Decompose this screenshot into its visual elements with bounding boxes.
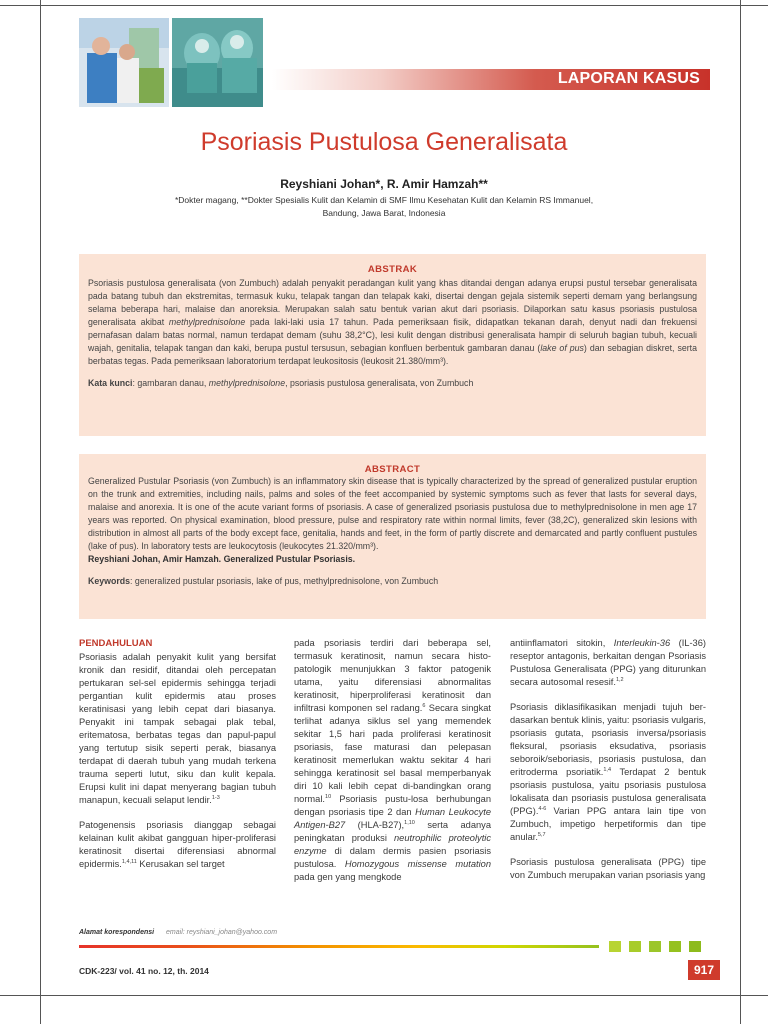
body-column-3	[510, 637, 706, 894]
paragraph: Psoriasis pustulosa generalisata (PPG) tipe von Zumbuch merupakan varian psoriasis yang	[510, 857, 706, 880]
affiliation-line: *Dokter magang, **Dokter Spesialis Kulit dan Kelamin di SMF Ilmu Kesehatan Kulit dan Kelamin RS Immanuel,	[174, 195, 594, 205]
paragraph: Psoriasis diklasifikasikan menjadi tujuh ber-dasarkan bentuk klinis, yaitu: psoriasis vulgaris, psoriasis gutata, psoriasis inversa/psoriasis fleksural, psoriasis eksudativa, psoriasis seboroik/seboriasis, psoriasis pustulosa, dan eritroderma psoriatik.$^{1,4}$ Terdapat 2 bentuk psoriasis pustulosa, yaitu psoriasis pustulosa lokalisata dan psoriasis pustulosa generalisata (PPG).$^{4-6}$ Varian PPG antara lain tipe von Zumbuch, impetigo herpetiformis dan tipe anular.$^{5,7}$	[510, 702, 706, 842]
section-heading: PENDAHULUAN	[79, 638, 153, 649]
footer-color-ruler	[79, 941, 709, 952]
abstract-box	[79, 454, 706, 619]
header-photo-surgery	[172, 18, 263, 107]
correspondence	[79, 929, 277, 936]
abstrak-text: Psoriasis pustulosa generalisata (von Zumbuch) adalah penyakit peradangan kulit yang khas ditandai dengan adanya erupsi pustul tersebar generalisata pada batang tubuh dan ekstremitas, termasuk kuku, telapak tangan dan telapak kaki, disertai dengan gejala sistemik seperti demam yang berlangsung selama beberapa hari, malaise dan anoreksia. Merupakan salah satu bentuk varian akut dari psoriasis. Dilaporkan satu kasus psoriasis pustulosa generalisata akibat methylprednisolone pada laki-laki usia 17 tahun. Pada pemeriksaan fisik, didapatkan tekanan darah, denyut nadi dan frekuensi pernafasan dalam batas normal, namun terdapat demam (suhu 38,2°C), lesi kulit dengan distribusi generalisata hampir di seluruh bagian tubuh, kecuali wajah, genitalia, telapak tangan dan kaki, berupa pustul tersusun, sebagian konfluen berbentuk gambaran danau (lake of pus) dan sebagian diskret, serta berbatas tegas. Pada pemeriksaan laboratorium terdapat leukositosis (leukosit 21.380/mm³).	[88, 278, 698, 366]
page-number: 917	[688, 960, 720, 980]
abstrak-box	[79, 254, 706, 436]
body-column-1	[79, 637, 276, 883]
crop-mark-top	[0, 5, 768, 6]
journal-citation: CDK-223/ vol. 41 no. 12, th. 2014	[79, 966, 209, 976]
paragraph: Patogenensis psoriasis dianggap sebagai kelainan kulit akibat gangguan hiper-proliferasi keratinosit disertai diferensiasi abnormal epidermis.$^{1,4,11}$ Kerusakan sel target	[79, 820, 276, 869]
header-photo-hospital	[79, 18, 169, 107]
crop-mark-bottom	[0, 995, 768, 996]
correspondence-email[interactable]: email: reyshiani_johan@yahoo.com	[166, 929, 278, 936]
abstract-citation: Reyshiani Johan, Amir Hamzah. Generalized Pustular Psoriasis.	[88, 554, 356, 564]
abstract-heading: ABSTRACT	[364, 464, 421, 475]
section-banner	[272, 69, 710, 90]
author-affiliation	[95, 194, 673, 220]
abstrak-keywords: Kata kunci: gambaran danau, methylprednisolone, psoriasis pustulosa generalisata, von Zumbuch	[88, 378, 474, 388]
body-column-2	[294, 637, 491, 896]
paragraph: antiinflamatori sitokin, Interleukin-36 (IL-36) reseptor antagonis, berkaitan dengan Psoriasis Pustulosa Generalisata (PPG) yang diturunkan secara autosomal resesif.$^{1,2}$	[510, 638, 706, 687]
abstract-text: Generalized Pustular Psoriasis (von Zumbuch) is an inflammatory skin disease that is typically characterized by the spread of generalized pustular eruption on the trunk and extremities, including nails, palms and soles of the feet accompanied by systemic symptoms such as fever that lasts for several days, malaise and anorexia. It is one of the acute variant forms of psoriasis. A case of generalized psoriasis pustulosa due to methylprednisolone in men age 17 years was reported. On physical examination, blood pressure, pulse and respiratory rate within normal limits, fever (38,2C), generalized skin lesions with distribution in almost all parts of the body except face, genitalia, hands and feet, in the form of partly discrete and demarcated and partly confluent pustules (lake of pus). In laboratory tests are leukocytosis (leukocytes 21.320/mm³). Reyshiani Johan, Amir Hamzah. Generalized Pustular Psoriasis.	[88, 476, 697, 564]
abstrak-heading: ABSTRAK	[367, 264, 418, 275]
paragraph: Psoriasis adalah penyakit kulit yang bersifat kronik dan residif, ditandai oleh percepatan pertukaran sel-sel epidermis sehingga terjadi pergantian kulit epidermis atau proses keratinisasi yang lebih cepat dari biasanya. Penyakit ini tampak sebagai plak tebal, eritematosa, berbatas tegas dan papul-papul yang tertutup sisik seperti perak, biasanya terdapat di daerah tubuh yang mudah terkena trauma seperti lutut, siku dan kulit kepala. Erupsi kulit ini dapat menyerang bagian tubuh manapun, kecuali selaput lendir.$^{1-3}$	[79, 652, 276, 805]
correspondence-label: Alamat korespondensi	[79, 929, 155, 936]
abstract-keywords: Keywords: generalized pustular psoriasis, lake of pus, methylprednisolone, von Zumbuch	[88, 576, 439, 586]
article-title: Psoriasis Pustulosa Generalisata	[200, 128, 568, 156]
paragraph: pada psoriasis terdiri dari beberapa sel, termasuk keratinosit, namun secara histo-patologik menunjukkan 3 faktor patogenik utama, yaitu diferensiasi abnormalitas keratinosit, hiperproliferasi keratinosit dan infiltrasi komponen sel radang.$^6$ Secara singkat terlihat adanya siklus sel yang memendek sekitar 1,5 hari pada proliferasi keratinosit psoriasis, fase maturasi dan pelepasan keratinosit memerlukan waktu sekitar 4 hari sehingga keratinosit sel basal memperbanyak diri 10 kali lebih cepat di-bandingkan orang normal.$^{10}$ Psoriasis pustu-losa berhubungan dengan psoriasis tipe 2 dan Human Leukocyte Antigen-B27 (HLA-B27),$^{1,10}$ serta adanya peningkatan produksi neutrophilic proteolytic enzyme di dalam dermis pasien psoriasis pustulosa. Homozygous missense mutation pada gen yang mengkode	[294, 638, 492, 882]
section-label: LAPORAN KASUS	[557, 70, 700, 87]
affiliation-line: Bandung, Jawa Barat, Indonesia	[322, 208, 446, 218]
article-authors: Reyshiani Johan*, R. Amir Hamzah**	[280, 177, 488, 191]
